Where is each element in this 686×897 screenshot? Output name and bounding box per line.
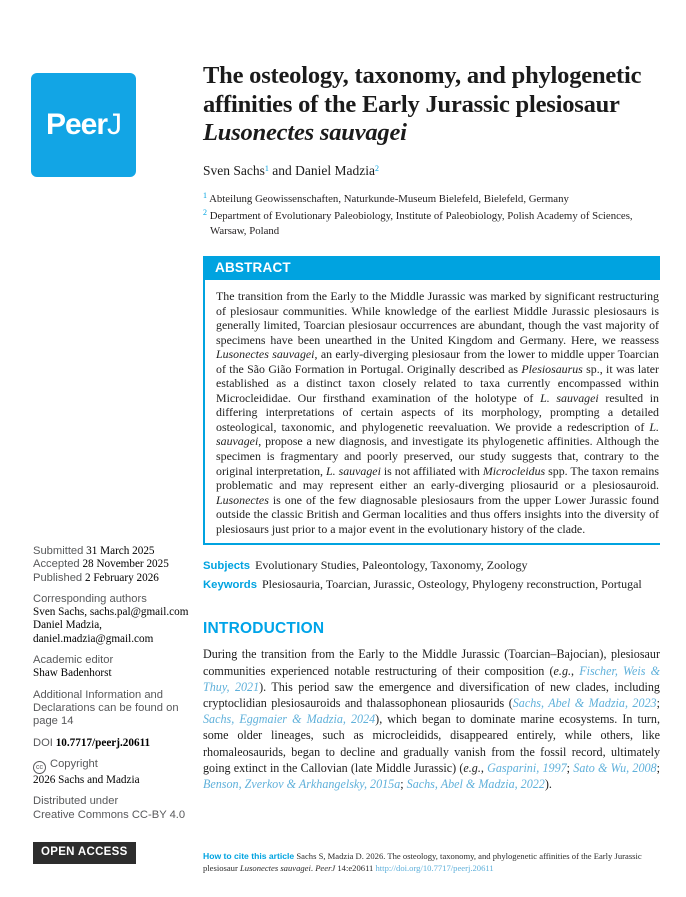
text-segment: Sachs S, Madzia D. 2026. The osteology, taxonomy, and phylogenetic affinities of the Early Jurassic plesiosaur [203, 851, 642, 873]
author-affiliation-sup: 1 [264, 163, 269, 173]
peerj-logo-text [46, 108, 121, 142]
text-segment: ; [566, 760, 574, 775]
submitted-date: 31 March 2025 [86, 545, 155, 557]
text-segment: e.g. [553, 663, 572, 678]
logo-text-light: J [107, 108, 122, 141]
citation-link[interactable]: Benson, Zverkov & Arkhangelsky, 2015a [203, 776, 401, 791]
text-segment: During the transition from the Early to the Middle Jurassic (Toarcian–Bajocian), plesiosaur communities experienced notable restructuring of their composition ( [203, 647, 660, 678]
text-segment: Daniel Madzia [295, 162, 375, 178]
citation-link[interactable]: Sato & Wu, 2008 [573, 760, 657, 775]
corresponding-author-email[interactable]: Sven Sachs, sachs.pal@gmail.com [33, 606, 189, 619]
text-segment: Lusonectes sauvagei [216, 347, 315, 362]
text-segment: Lusonectes sauvagei [203, 119, 407, 146]
license-block [33, 795, 197, 822]
published-label: Published [33, 571, 83, 584]
authors-line [203, 163, 660, 179]
affiliation-2 [203, 206, 660, 238]
citation-link[interactable]: Sachs, Eggmaier & Madzia, 2024 [203, 712, 376, 727]
text-segment: ; [400, 776, 407, 791]
text-segment: Abteilung Geowissenschaften, Naturkunde-Museum Bielefeld, Bielefeld, Germany [207, 192, 569, 205]
subjects-keywords [203, 557, 660, 594]
subjects-list[interactable]: Evolutionary Studies, Paleontology, Taxonomy, Zoology [255, 558, 528, 573]
text-segment: Plesiosaurus [521, 361, 583, 376]
accepted-label: Accepted [33, 558, 80, 571]
text-segment: e.g. [463, 760, 481, 775]
corresponding-author-email[interactable]: daniel.madzia@gmail.com [33, 632, 154, 645]
keywords-label: Keywords [203, 578, 257, 591]
abstract-heading: ABSTRACT [205, 256, 660, 280]
peerj-logo[interactable] [31, 73, 136, 177]
license-link[interactable]: Creative Commons CC-BY 4.0 [33, 808, 186, 821]
affiliation-sup: 2 [203, 208, 207, 217]
how-to-cite-label: How to cite this article [203, 851, 295, 861]
license-intro: Distributed under [33, 795, 119, 808]
text-segment: 14:e20611 [335, 862, 376, 873]
doi-link[interactable]: 10.7717/peerj.20611 [55, 736, 151, 749]
published-date: 2 February 2026 [84, 571, 159, 584]
text-segment: and [268, 162, 296, 178]
corresponding-authors-label: Corresponding authors [33, 592, 147, 605]
subjects-label: Subjects [203, 560, 251, 573]
copyright-row [33, 758, 197, 774]
text-segment: Lusonectes sauvagei [240, 862, 311, 873]
introduction-heading: INTRODUCTION [203, 620, 325, 638]
text-segment: is one of the few diagnosable plesiosaurs from the upper Lower Jurassic found outside the classic British and German localities and thus offers insights into the diversity of plesiosaurs just prior to a major event in the evolutionary history of the clade. [216, 492, 659, 536]
additional-information-note: Additional Information and Declarations can be found on page 14 [33, 688, 179, 728]
creative-commons-icon: cc [33, 761, 46, 774]
citation-link[interactable]: Sachs, Abel & Madzia, 2023 [512, 695, 657, 710]
text-segment: L. sauvagei [326, 463, 381, 478]
text-segment: is not affiliated with [380, 463, 483, 478]
citation-link[interactable]: Sachs, Abel & Madzia, 2022 [406, 776, 545, 791]
introduction-text [203, 646, 660, 792]
text-segment: ). This period saw the emergence and diversification of new clades, including cryptoclidian plesiosauroids and thalassophonean pliosaurids ( [203, 679, 660, 710]
text-segment: resulted in differing interpretations of certain aspects of its morphology, prompting a detailed osteological, taxonomic, and phylogenetic reevaluation. We provide a redescription of [216, 390, 659, 434]
text-segment: The transition from the Early to the Middle Jurassic was marked by significant restructuring of plesiosaur communities. While knowledge of the earliest Middle Jurassic plesiosaurs is generally limited, Toarcian plesiosaur occurrences are abundant, though the vast majority of specimens have been unearthed in the United Kingdom and Germany. Here, we reassess [216, 289, 659, 347]
text-segment: , [480, 760, 488, 775]
keywords-row [203, 576, 660, 595]
text-segment: Sven Sachs [203, 162, 265, 178]
text-segment: Lusonectes [216, 492, 269, 507]
abstract-section [203, 256, 660, 545]
keywords-list: Plesiosauria, Toarcian, Jurassic, Osteology, Phylogeny reconstruction, Portugal [262, 576, 642, 591]
subjects-row [203, 557, 660, 576]
text-segment: ; [656, 695, 660, 710]
doi-url-link[interactable]: http://doi.org/10.7717/peerj.20611 [375, 862, 494, 873]
corresponding-authors [33, 593, 197, 646]
citation-link[interactable]: Gasparini, 1997 [487, 760, 567, 775]
submitted-label: Submitted [33, 545, 84, 557]
affiliation-1 [203, 189, 660, 207]
affiliations [203, 189, 660, 239]
publication-history [33, 545, 197, 585]
accepted-date: 28 November 2025 [82, 558, 169, 571]
article-title [203, 62, 651, 148]
academic-editor [33, 654, 197, 681]
open-access-badge[interactable]: OPEN ACCESS [33, 842, 136, 864]
author-affiliation-sup: 2 [374, 163, 379, 173]
text-segment: ). [544, 776, 552, 791]
academic-editor-name: Shaw Badenhorst [33, 667, 112, 680]
text-segment: sp., it was later established as a distinct taxon closely related to taxa currently encompassed within Microcleididae. Our firsthand examination of the holotype of [216, 361, 659, 405]
citation-link[interactable]: Fischer, Weis & Thuy, 2021 [203, 663, 660, 694]
text-segment: Department of Evolutionary Paleobiology, Institute of Paleobiology, Polish Academy of Sciences, Warsaw, Poland [207, 210, 633, 237]
text-segment: spp. The taxon remains problematic and may represent either an early-diverging pliosaurid or a plesiosauroid. [216, 463, 659, 493]
text-segment: , an early-diverging plesiosaur from the lower to middle upper Toarcian of the São Gião Formation in Portugal. Originally described as [216, 347, 659, 376]
text-segment: ), which began to dominate marine ecosystems. In turn, some older lineages, such as microcleidids, disappeared entirely, while others, like rhomaleosaurids, began to decline and gradually vanish from the fossil record, ultimately going extinct in the Callovian (late Middle Jurassic) ( [203, 712, 660, 775]
article-main-column [203, 62, 660, 792]
published-row [33, 572, 197, 585]
text-segment: ; [656, 760, 660, 775]
academic-editor-label: Academic editor [33, 654, 114, 667]
text-segment: L. sauvagei [540, 390, 599, 405]
text-segment: , [571, 663, 580, 678]
text-segment: The osteology, taxonomy, and phylogenetic affinities of the Early Jurassic plesiosaur [203, 62, 642, 118]
accepted-row [33, 558, 197, 571]
doi-label: DOI [33, 736, 53, 749]
text-segment: PeerJ [315, 862, 336, 873]
affiliation-sup: 1 [203, 190, 207, 200]
copyright-label: Copyright [50, 757, 98, 770]
text-segment: , propose a new diagnosis, and investigate its phylogenetic affinities. Although the specimen is fragmentary and poorly preserved, our study suggests that, contrary to the original interpretation, [216, 434, 659, 478]
text-segment: Microcleidus [482, 463, 546, 478]
doi-block [33, 737, 197, 750]
text-segment: . [310, 862, 316, 873]
logo-text-bold: Peer [45, 108, 108, 141]
copyright-block [33, 758, 197, 787]
text-segment: L. sauvagei [216, 419, 659, 449]
sidebar [33, 545, 197, 864]
corresponding-author-name: Daniel Madzia, [33, 619, 102, 632]
copyright-holders: 2026 Sachs and Madzia [33, 774, 140, 786]
submitted-row [33, 545, 197, 558]
abstract-text [205, 280, 660, 543]
citation-footer [203, 851, 660, 874]
